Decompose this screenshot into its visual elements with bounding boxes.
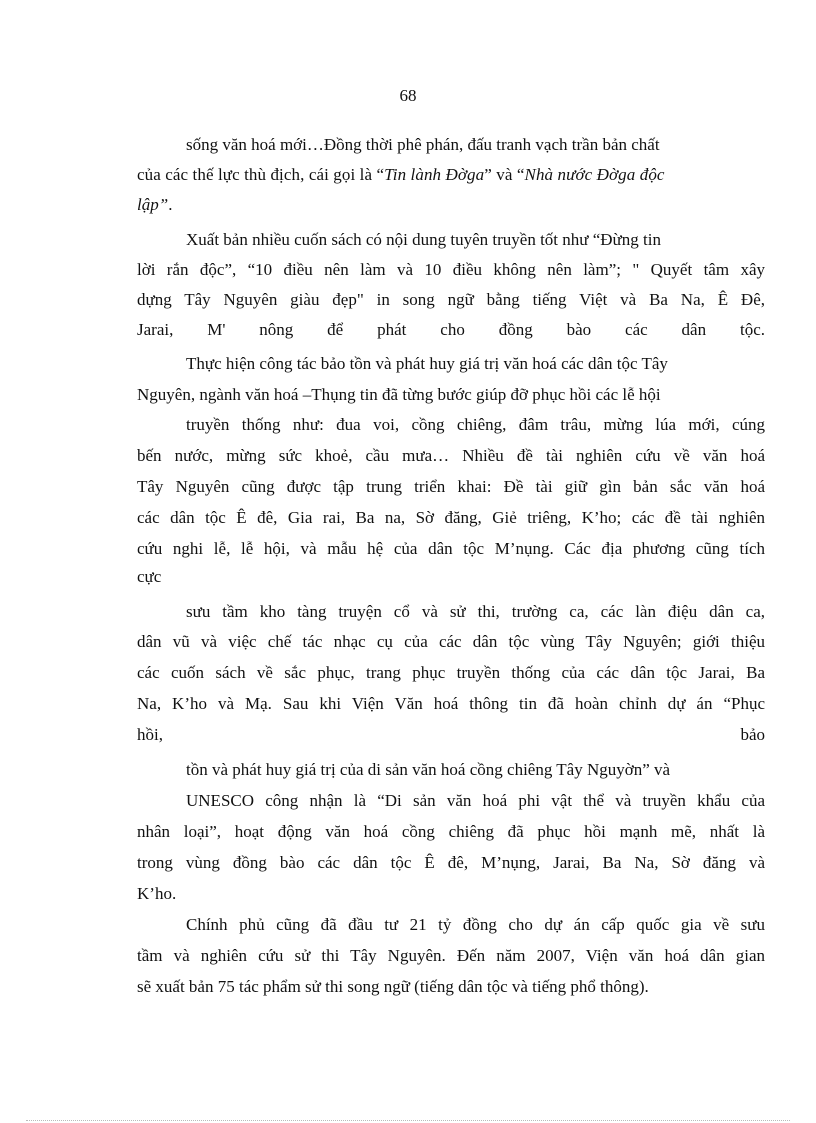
text-run: ” và “ xyxy=(484,165,525,184)
italic-text: Nhà nước Đờga độc xyxy=(524,165,665,184)
text-line: các cuốn sách về sắc phục, trang phục truyền thống của các dân tộc Jarai, Ba xyxy=(137,663,765,682)
text-line: tồn và phát huy giá trị của di sản văn hoá cồng chiêng Tây Nguyờn” và xyxy=(186,760,671,779)
text-line: Thực hiện công tác bảo tồn và phát huy giá trị văn hoá các dân tộc Tây xyxy=(186,354,668,373)
italic-text: lập” xyxy=(137,195,169,214)
text-run: của các thế lực thù địch, cái gọi là “ xyxy=(137,165,385,184)
text-line: bến nước, mừng sức khoẻ, cầu mưa… Nhiều đề tài nghiên cứu về văn hoá xyxy=(137,446,765,465)
text-line: truyền thống như: đua voi, cồng chiêng, đâm trâu, mừng lúa mới, cúng xyxy=(186,415,765,434)
text-line: Nguyên, ngành văn hoá –Thụng tin đã từng bước giúp đỡ phục hồi các lễ hội xyxy=(137,385,661,404)
text-line xyxy=(137,163,765,187)
text-line: nhân loại”, hoạt động văn hoá cồng chiêng đã phục hồi mạnh mẽ, nhất là xyxy=(137,822,765,841)
text-line: sưu tầm kho tàng truyện cổ và sử thi, trường ca, các làn điệu dân ca, xyxy=(186,602,765,621)
text-run: hồi, xyxy=(137,725,163,744)
text-line: tầm và nghiên cứu sử thi Tây Nguyên. Đến năm 2007, Viện văn hoá dân gian xyxy=(137,946,765,965)
italic-text: Tin lành Đờga xyxy=(384,165,485,184)
text-line: lời rắn độc”, “10 điều nên làm và 10 điều không nên làm”; " Quyết tâm xây xyxy=(137,260,765,279)
page-number: 68 xyxy=(399,86,417,105)
text-line: cứu nghi lễ, lễ hội, và mẫu hệ của dân tộc M’nụng. Các địa phương cũng tích xyxy=(137,539,765,558)
text-line: K’ho. xyxy=(137,884,177,903)
text-run: bảo xyxy=(740,725,765,744)
text-line: UNESCO công nhận là “Di sản văn hoá phi vật thể và truyền khẩu của xyxy=(186,791,765,810)
text-line: sống văn hoá mới…Đồng thời phê phán, đấu tranh vạch trần bản chất xyxy=(186,135,660,154)
text-line: cực xyxy=(137,567,162,586)
text-line xyxy=(137,723,765,747)
text-run: . xyxy=(168,195,173,214)
text-line: các dân tộc Ê đê, Gia rai, Ba na, Sờ đăng, Giẻ triêng, K’ho; các đề tài nghiên xyxy=(137,508,765,527)
text-line: Chính phủ cũng đã đầu tư 21 tỷ đồng cho dự án cấp quốc gia về sưu xyxy=(186,915,765,934)
text-line: Tây Nguyên cũng được tập trung triển khai: Đề tài giữ gìn bản sắc văn hoá xyxy=(137,477,765,496)
text-line: Xuất bản nhiều cuốn sách có nội dung tuyên truyền tốt như “Đừng tin xyxy=(186,230,661,249)
text-line xyxy=(137,193,765,217)
bottom-rule xyxy=(26,1120,790,1121)
text-line: dân vũ và việc chế tác nhạc cụ của các dân tộc vùng Tây Nguyên; giới thiệu xyxy=(137,632,765,651)
text-line: trong vùng đồng bào các dân tộc Ê đê, M’nụng, Jarai, Ba Na, Sờ đăng và xyxy=(137,853,765,872)
text-line: sẽ xuất bản 75 tác phẩm sử thi song ngữ (tiếng dân tộc và tiếng phổ thông). xyxy=(137,977,649,996)
text-line: Na, K’ho và Mạ. Sau khi Viện Văn hoá thông tin đã hoàn chỉnh dự án “Phục xyxy=(137,694,765,713)
text-line: dựng Tây Nguyên giàu đẹp" in song ngữ bằng tiếng Việt và Ba Na, Ê Đê, xyxy=(137,290,765,309)
text-line: Jarai, M' nông để phát cho đồng bào các dân tộc. xyxy=(137,320,765,339)
